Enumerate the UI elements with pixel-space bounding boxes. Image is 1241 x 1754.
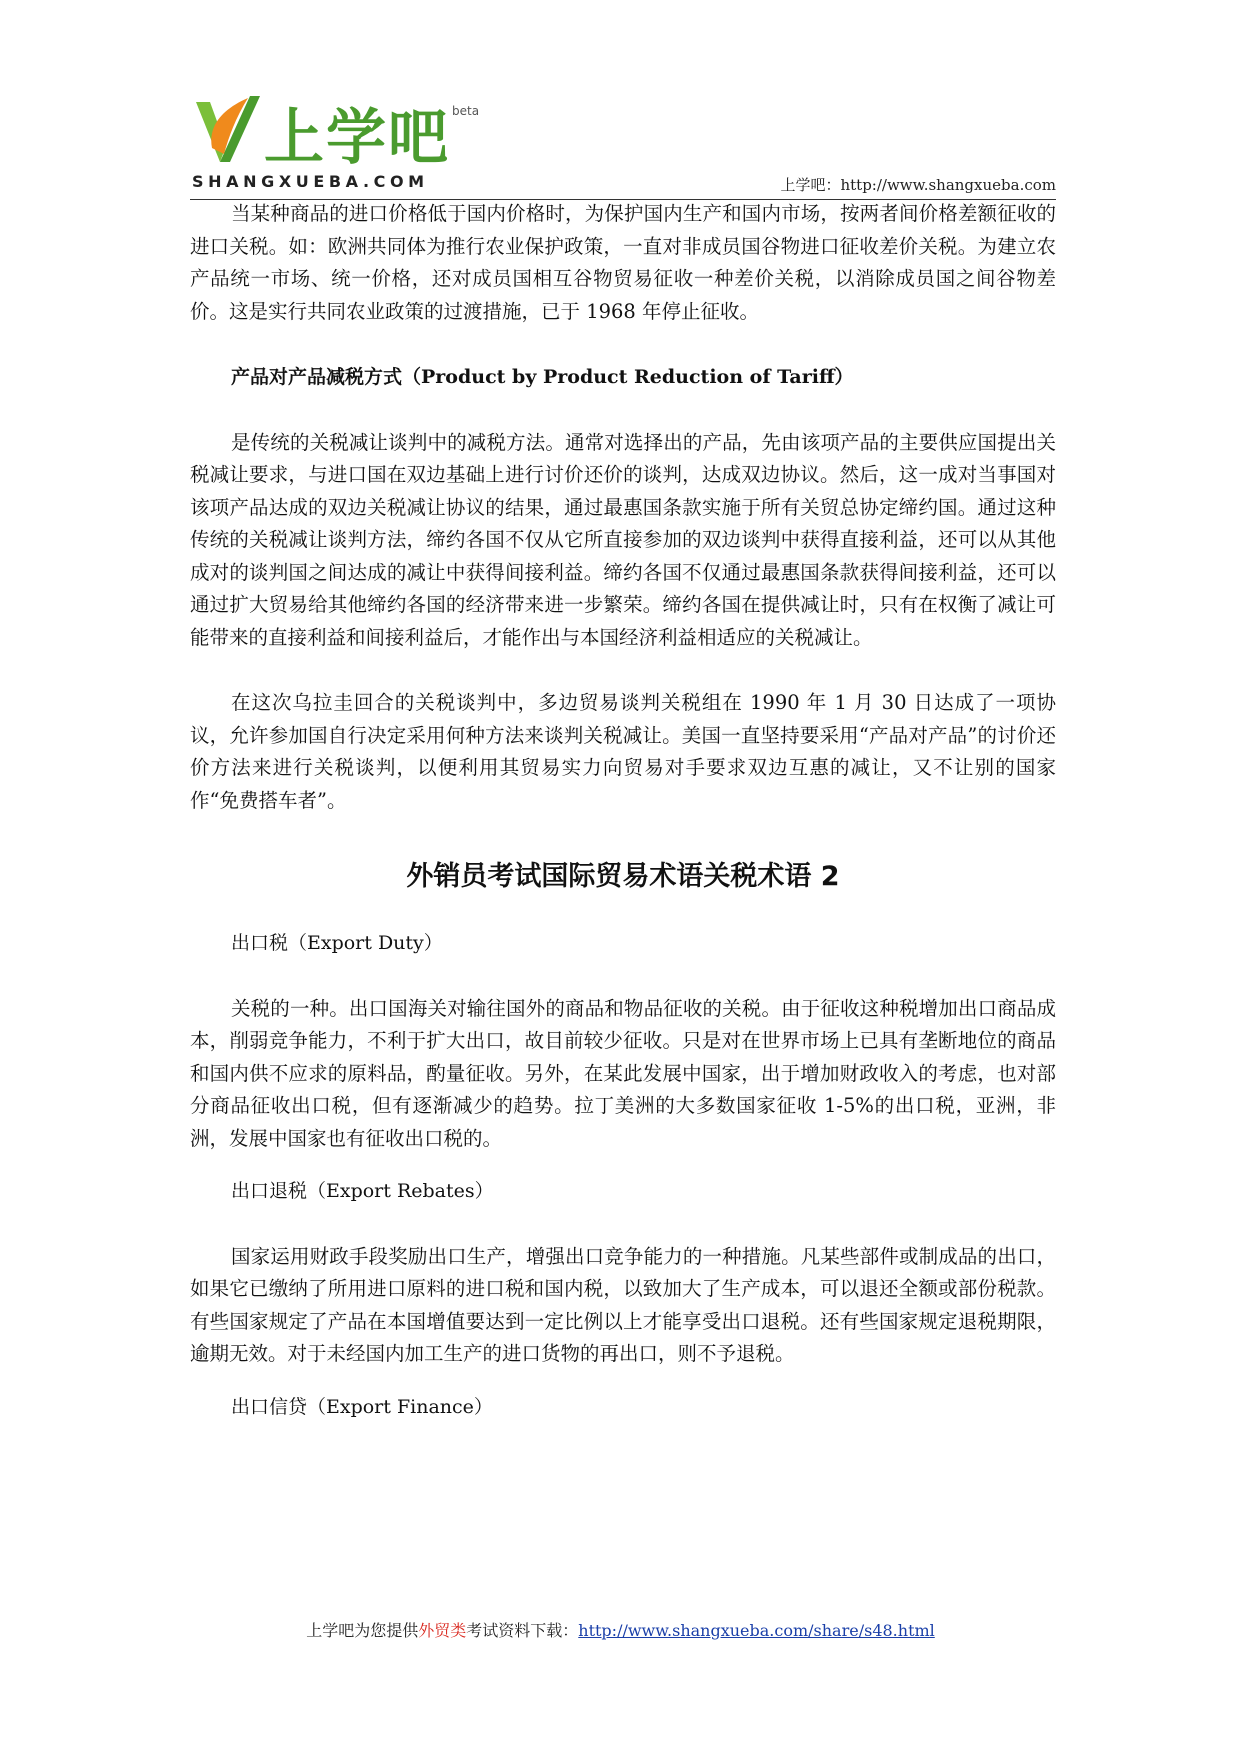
paragraph: 在这次乌拉圭回合的关税谈判中，多边贸易谈判关税组在 1990 年 1 月 30 日达成了一项协议，允许参加国自行决定采用何种方法来谈判关税减让。美国一直坚持要采用“产品对产品”的讨价还价方法来进行关税谈判，以便利用其贸易实力向贸易对手要求双边互惠的减让，又不让别的国家作“免费搭车者”。 [190,691,1056,812]
footer-category: 外贸类 [418,1621,467,1640]
term-heading: 产品对产品减税方式（Product by Product Reduction of Tariff） [231,366,854,388]
footer-prefix: 上学吧为您提供 [306,1621,419,1640]
term-heading: 出口税（Export Duty） [231,932,443,954]
section-title: 外销员考试国际贸易术语关税术语 2 [406,861,840,892]
page-header [190,88,1056,200]
document-body [190,198,1056,1423]
leaf-logo-icon [190,88,262,168]
paragraph: 当某种商品的进口价格低于国内价格时，为保护国内生产和国内市场，按两者间价格差额征收的进口关税。如：欧洲共同体为推行农业保护政策，一直对非成员国谷物进口征收差价关税。为建立农产品统一市场、统一价格，还对成员国相互谷物贸易征收一种差价关税，以消除成员国之间谷物差价。这是实行共同农业政策的过渡措施，已于 1968 年停止征收。 [190,202,1056,323]
footer-download-link[interactable]: http://www.shangxueba.com/share/s48.html [578,1621,935,1640]
footer-suffix: 考试资料下载： [466,1621,579,1640]
paragraph: 国家运用财政手段奖励出口生产，增强出口竞争能力的一种措施。凡某些部件或制成品的出口，如果它已缴纳了所用进口原料的进口税和国内税，以致加大了生产成本，可以退还全额或部份税款。有些国家规定了产品在本国增值要达到一定比例以上才能享受出口退税。还有些国家规定退税期限，逾期无效。对于未经国内加工生产的进口货物的再出口，则不予退税。 [190,1244,1056,1365]
paragraph: 关税的一种。出口国海关对输往国外的商品和物品征收的关税。由于征收这种税增加出口商品成本，削弱竞争能力，不利于扩大出口，故目前较少征收。只是对在世界市场上已具有垄断地位的商品和国内供不应求的原料品，酌量征收。另外，在某此发展中国家，出于增加财政收入的考虑，也对部分商品征收出口税，但有逐渐减少的趋势。拉丁美洲的大多数国家征收 1-5%的出口税，亚洲，非洲，发展中国家也有征收出口税的。 [190,996,1056,1150]
paragraph: 是传统的关税减让谈判中的减税方法。通常对选择出的产品，先由该项产品的主要供应国提出关税减让要求，与进口国在双边基础上进行讨价还价的谈判，达成双边协议。然后，这一成对当事国对该项产品达成的双边关税减让协议的结果，通过最惠国条款实施于所有关贸总协定缔约国。通过这种传统的关税减让谈判方法，缔约各国不仅从它所直接参加的双边谈判中获得直接利益，还可以从其他成对的谈判国之间达成的减让中获得间接利益。缔约各国不仅通过最惠国条款获得间接利益，还可以通过扩大贸易给其他缔约各国的经济带来进一步繁荣。缔约各国在提供减让时，只有在权衡了减让可能带来的直接利益和间接利益后，才能作出与本国经济利益相适应的关税减让。 [190,430,1056,649]
term-heading: 出口退税（Export Rebates） [231,1180,494,1202]
logo-beta-label: beta [452,104,480,118]
page-footer [0,1618,1241,1641]
shangxueba-logo[interactable] [190,88,490,196]
logo-text-en: SHANGXUEBA.COM [192,172,429,191]
logo-text-cn: 上学吧 [264,103,450,173]
term-heading: 出口信贷（Export Finance） [231,1395,493,1418]
header-site-url: 上学吧：http://www.shangxueba.com [780,176,1056,194]
